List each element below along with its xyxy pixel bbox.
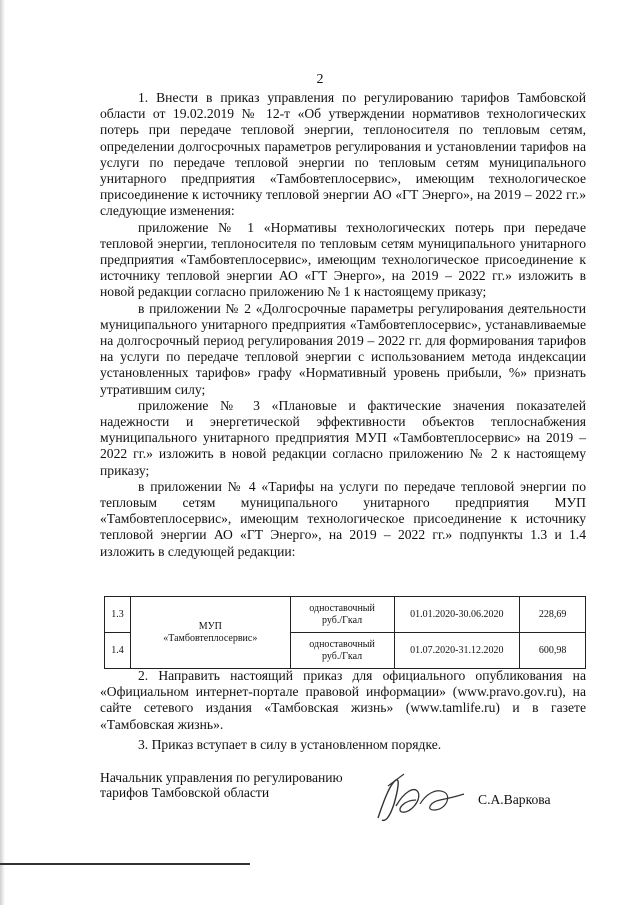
paragraph-1: 1. Внести в приказ управления по регулированию тарифов Тамбовской области от 19.02.2019 № 12-т «Об утверждении нормативов технологических потерь при передаче тепловой энергии, теплоносителя по тепловым сетям, определении долгосрочных параметров регулирования и установлении тарифов на услуги по передаче тепловой энергии по тепловым сетям муниципального унитарного предприятия «Тамбовтеплосервис», имеющим технологическое присоединение к источнику тепловой энергии АО «ГТ Энерго», на 2019 – 2022 гг.» следующие изменения: [100, 90, 586, 219]
signatory-name: С.А.Варкова [478, 792, 551, 807]
row-number: 1.4 [105, 633, 131, 669]
bottom-rule [0, 863, 250, 865]
org-line-1: МУП [198, 620, 222, 632]
paragraph-7: 3. Приказ вступает в силу в установленном порядке. [138, 736, 442, 752]
signatory-title [100, 770, 400, 800]
unit-line-2: руб./Гкал [322, 650, 363, 662]
period-cell: 01.01.2020-30.06.2020 [394, 597, 520, 633]
unit-line-1: одноставочный [309, 602, 375, 614]
signatory-title-line-1: Начальник управления по регулированию [100, 770, 343, 785]
page-number: 2 [316, 72, 324, 87]
paragraph-2: приложение № 1 «Нормативы технологических потерь при передаче тепловой энергии, теплоносителя по тепловым сетям муниципального унитарного предприятия «Тамбовтеплосервис», имеющим технологическое присоединение к источнику тепловой энергии АО «ГТ Энерго», на 2019 – 2022 гг.» изложить в новой редакции согласно приложению № 1 к настоящему приказу; [100, 219, 586, 300]
unit-line-1: одноставочный [309, 638, 375, 650]
unit-cell [290, 597, 394, 633]
paragraph-4: приложение № 3 «Плановые и фактические значения показателей надежности и энергетической эффективности объектов теплоснабжения муниципального унитарного предприятия МУП «Тамбовтеплосервис» на 2019 – 2022 гг.» изложить в новой редакции согласно приложению № 2 к настоящему приказу; [100, 397, 586, 478]
organization-cell [130, 597, 290, 669]
paragraph-6: 2. Направить настоящий приказ для официального опубликования на «Официальном интернет-портале правовой информации» (www.pravo.gov.ru), на сайте сетевого издания «Тамбовская жизнь» (www.tamlife.ru) и в газете «Тамбовская жизнь». [100, 668, 586, 732]
order-body [100, 90, 586, 560]
signatory-title-line-2: тарифов Тамбовской области [100, 785, 270, 800]
table-row [105, 597, 586, 633]
value-cell: 600,98 [520, 633, 586, 669]
value-cell: 228,69 [520, 597, 586, 633]
handwritten-signature [360, 770, 470, 830]
scan-edge [0, 0, 5, 905]
order-closing [100, 668, 586, 753]
row-number: 1.3 [105, 597, 131, 633]
tariff-table [104, 596, 586, 669]
period-cell: 01.07.2020-31.12.2020 [394, 633, 520, 669]
org-line-2: «Тамбовтеплосервис» [163, 632, 258, 644]
paragraph-5: в приложении № 4 «Тарифы на услуги по передаче тепловой энергии по тепловым сетям муниципального унитарного предприятия МУП «Тамбовтеплосервис», имеющим технологическое присоединение к источнику тепловой энергии АО «ГТ Энерго», на 2019 – 2022 гг.» подпункты 1.3 и 1.4 изложить в следующей редакции: [100, 478, 586, 559]
unit-cell [290, 633, 394, 669]
unit-line-2: руб./Гкал [322, 614, 363, 626]
paragraph-3: в приложении № 2 «Долгосрочные параметры регулирования деятельности муниципального унитарного предприятия «Тамбовтеплосервис», устанавливаемые на долгосрочный период регулирования 2019 – 2022 гг. для формирования тарифов на услуги по передаче тепловой энергии с использованием метода индексации установленных тарифов» графу «Нормативный уровень прибыли, %» признать утратившим силу; [100, 300, 586, 397]
